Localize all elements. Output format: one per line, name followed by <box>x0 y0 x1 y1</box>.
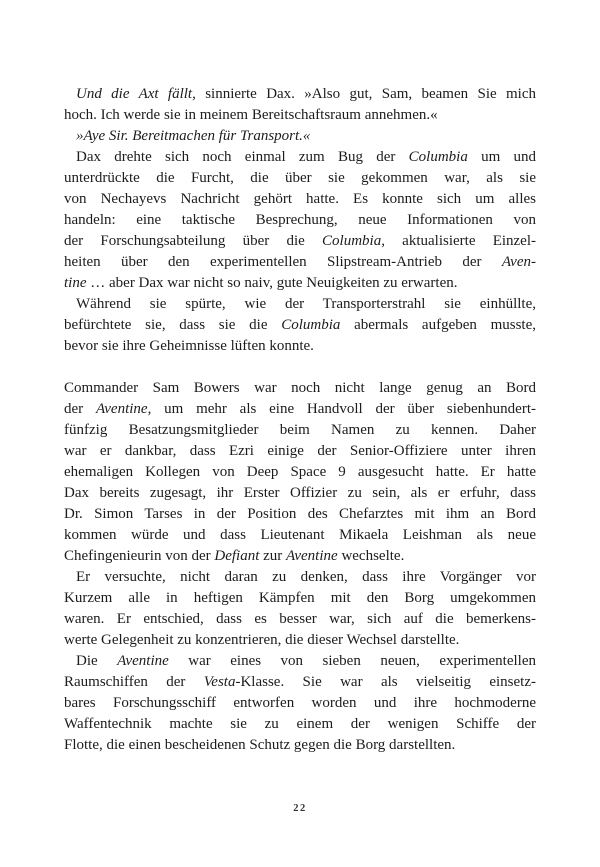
text-line <box>64 336 536 357</box>
text-segment: sinnierte Dax. »Also gut, Sam, beamen Sie mich <box>195 86 536 102</box>
text-line <box>64 210 536 231</box>
paragraph <box>64 378 536 567</box>
paragraph <box>64 147 536 294</box>
text-segment: , um mehr als eine Handvoll der über siebenhundert- <box>147 401 536 417</box>
text-line <box>64 378 536 399</box>
text-segment: werte Gelegenheit zu konzentrieren, die dieser Wechsel darstellte. <box>64 632 460 648</box>
text-segment: zur <box>259 548 287 564</box>
text-line <box>64 693 536 714</box>
text-line <box>64 420 536 441</box>
text-line <box>64 672 536 693</box>
text-line <box>64 504 536 525</box>
paragraph <box>64 567 536 651</box>
italic-text-segment: Aventine <box>117 653 169 669</box>
italic-text-segment: Vesta <box>203 674 236 690</box>
italic-text-segment: Und die Axt fällt, <box>76 86 196 102</box>
text-line <box>64 189 536 210</box>
text-segment: um und <box>467 149 537 165</box>
text-segment: hoch. Ich werde sie in meinem Bereitschaftsraum annehmen.« <box>64 107 438 123</box>
paragraph <box>64 126 536 147</box>
text-line <box>64 525 536 546</box>
text-line <box>64 126 536 147</box>
text-line <box>64 252 536 273</box>
text-line <box>64 147 536 168</box>
text-line <box>64 315 536 336</box>
text-segment: Kurzem alle in heftigen Kämpfen mit den Borg umgekommen <box>64 590 536 606</box>
text-segment: Chefingenieurin von der <box>64 548 215 564</box>
text-line <box>64 294 536 315</box>
text-segment: befürchtete sie, dass sie die <box>64 317 282 333</box>
italic-text-segment: Columbia <box>322 233 382 249</box>
italic-text-segment: Aventine <box>286 548 338 564</box>
text-segment: von Nechayevs Nachricht gehört hatte. Es konnte sich um alles <box>64 191 536 207</box>
text-segment: unterdrückte die Furcht, die über sie gekommen war, als sie <box>64 170 536 186</box>
text-line <box>64 168 536 189</box>
text-segment: , aktualisierte Einzel- <box>381 233 537 249</box>
text-segment: Während sie spürte, wie der Transporterstrahl sie einhüllte, <box>76 296 536 312</box>
text-segment: abermals aufgeben musste, <box>340 317 536 333</box>
text-line <box>64 483 536 504</box>
italic-text-segment: Columbia <box>281 317 341 333</box>
text-segment: Dax bereits zugesagt, ihr Erster Offizier zu sein, als er erfuhr, dass <box>64 485 536 501</box>
page-text <box>64 84 536 756</box>
text-segment: Raumschiffen der <box>64 674 204 690</box>
italic-text-segment: Columbia <box>408 149 468 165</box>
text-segment: -Klasse. Sie war als vielseitig einsetz- <box>235 674 536 690</box>
italic-text-segment: Defiant <box>214 548 260 564</box>
text-line <box>64 651 536 672</box>
text-segment: Dax drehte sich noch einmal zum Bug der <box>76 149 409 165</box>
text-segment: Er versuchte, nicht daran zu denken, dass ihre Vorgänger vor <box>76 569 536 585</box>
italic-text-segment: tine <box>64 275 87 291</box>
text-line <box>64 735 536 756</box>
text-segment: bevor sie ihre Geheimnisse lüften konnte. <box>64 338 314 354</box>
text-line <box>64 273 536 294</box>
text-line <box>64 441 536 462</box>
text-line <box>64 105 536 126</box>
text-segment: bares Forschungsschiff entworfen worden und ihre hochmoderne <box>64 695 536 711</box>
text-segment: Die <box>76 653 118 669</box>
text-line <box>64 462 536 483</box>
text-segment: Dr. Simon Tarses in der Position des Chefarztes mit ihm an Bord <box>64 506 536 522</box>
text-segment: war eines von sieben neuen, experimentellen <box>168 653 536 669</box>
text-line <box>64 84 536 105</box>
text-segment: waren. Er entschied, dass es besser war, sich auf die bemerkens- <box>64 611 536 627</box>
text-segment: ehemaligen Kollegen von Deep Space 9 ausgesucht hatte. Er hatte <box>64 464 536 480</box>
italic-text-segment: Aven- <box>501 254 536 270</box>
text-segment: fünfzig Besatzungsmitglieder beim Namen zu kennen. Daher <box>64 422 536 438</box>
text-segment: wechselte. <box>337 548 405 564</box>
text-segment: kommen würde und dass Lieutenant Mikaela Leishman als neue <box>64 527 536 543</box>
text-line <box>64 714 536 735</box>
text-line <box>64 609 536 630</box>
text-segment: der Forschungsabteilung über die <box>64 233 323 249</box>
text-line <box>64 231 536 252</box>
paragraph <box>64 84 536 126</box>
text-line <box>64 567 536 588</box>
text-line <box>64 588 536 609</box>
paragraph <box>64 294 536 357</box>
text-segment: Flotte, die einen bescheidenen Schutz gegen die Borg darstellten. <box>64 737 456 753</box>
text-line <box>64 630 536 651</box>
italic-text-segment: Aventine <box>95 401 148 417</box>
text-segment: Waffentechnik machte sie zu einem der wenigen Schiffe der <box>64 716 536 732</box>
text-line <box>64 399 536 420</box>
text-segment: … aber Dax war nicht so naiv, gute Neuigkeiten zu erwarten. <box>86 275 458 291</box>
text-segment: der <box>64 401 96 417</box>
text-segment: handeln: eine taktische Besprechung, neue Informationen von <box>64 212 536 228</box>
page-number: 22 <box>293 803 307 814</box>
paragraph <box>64 651 536 756</box>
italic-text-segment: »Aye Sir. Bereitmachen für Transport.« <box>76 128 311 144</box>
text-segment: Commander Sam Bowers war noch nicht lange genug an Bord <box>64 380 536 396</box>
text-line <box>64 546 536 567</box>
text-segment: war er dankbar, dass Ezri einige der Senior-Offiziere unter ihren <box>64 443 536 459</box>
text-segment: heiten über den experimentellen Slipstream-Antrieb der <box>64 254 502 270</box>
